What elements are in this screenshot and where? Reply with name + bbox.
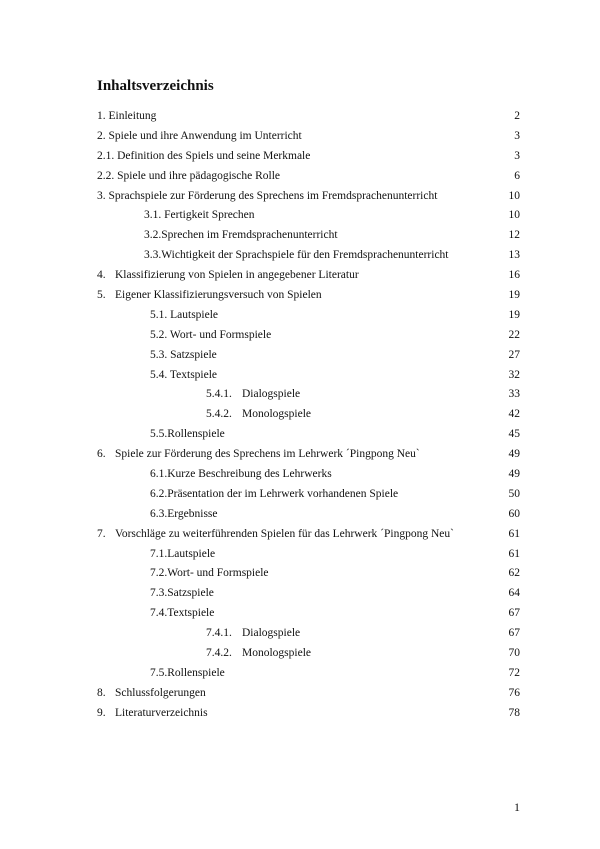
toc-entry-number: 2. xyxy=(97,129,106,142)
toc-entry-number: 6.3. xyxy=(150,507,168,520)
toc-entry-title: Eigener Klassifizierungsversuch von Spielen xyxy=(115,289,322,302)
toc-entry[interactable] xyxy=(0,346,600,366)
toc-entry-number: 5.3. xyxy=(150,348,168,361)
toc-entry-title: Präsentation der im Lehrwerk vorhandenen Spiele xyxy=(167,487,399,500)
toc-entry-number: 7.3. xyxy=(150,587,168,600)
toc-entry[interactable] xyxy=(0,704,600,724)
toc-entry[interactable] xyxy=(0,505,600,525)
toc-entry-number: 7. xyxy=(97,527,106,540)
toc-entry[interactable] xyxy=(0,485,600,505)
toc-entry[interactable] xyxy=(0,525,600,545)
toc-entry-page: 33 xyxy=(508,388,520,401)
toc-entry-title: Dialogspiele xyxy=(242,388,301,401)
toc-entry-title: Literaturverzeichnis xyxy=(115,706,208,719)
toc-entry-title: Spiele und ihre Anwendung im Unterricht xyxy=(108,129,302,142)
toc-entry-title: Wort- und Formspiele xyxy=(167,567,269,580)
toc-entry[interactable] xyxy=(0,187,600,207)
toc-entry-number: 3.2. xyxy=(144,229,162,242)
toc-entry-page: 27 xyxy=(508,348,520,361)
toc-entry-page: 76 xyxy=(508,686,520,699)
toc-entry-number: 5.1. xyxy=(150,308,168,321)
toc-entry-title: Sprachspiele zur Förderung des Sprechens im Fremdsprachenunterricht xyxy=(108,189,438,202)
toc-entry-page: 49 xyxy=(508,448,520,461)
toc-entry[interactable] xyxy=(0,425,600,445)
toc-entry[interactable] xyxy=(0,445,600,465)
toc-entry-page: 60 xyxy=(508,507,520,520)
toc-entry-page: 16 xyxy=(508,269,520,282)
toc-entry-page: 42 xyxy=(508,408,520,421)
toc-entry-title: Schlussfolgerungen xyxy=(115,686,206,699)
toc-entry-title: Spiele zur Förderung des Sprechens im Lehrwerk ´Pingpong Neu` xyxy=(115,448,420,461)
toc-entry[interactable] xyxy=(0,366,600,386)
toc-entry-number: 6.2. xyxy=(150,487,168,500)
toc-entry-title: Rollenspiele xyxy=(167,428,225,441)
toc-entry-number: 1. xyxy=(97,110,106,122)
toc-entry-page: 3 xyxy=(514,149,520,162)
toc-entry-page: 45 xyxy=(508,428,520,441)
toc-entry-title: Monologspiele xyxy=(242,647,311,660)
toc-entry-number: 5.2. xyxy=(150,328,168,341)
table-of-contents xyxy=(0,107,600,724)
toc-entry-number: 7.2. xyxy=(150,567,168,580)
toc-entry-page: 78 xyxy=(508,706,520,719)
toc-entry-page: 50 xyxy=(508,487,520,500)
toc-entry-page: 61 xyxy=(508,527,520,540)
toc-entry-title: Lautspiele xyxy=(170,308,219,321)
toc-entry-page: 22 xyxy=(508,328,520,341)
toc-entry-page: 6 xyxy=(514,169,520,182)
toc-entry-number: 5.4. xyxy=(150,368,168,381)
toc-entry-number: 9. xyxy=(97,706,106,719)
toc-entry[interactable] xyxy=(0,465,600,485)
toc-entry-number: 7.4. xyxy=(150,607,168,620)
toc-entry-number: 5.4.1. xyxy=(206,388,232,401)
toc-entry[interactable] xyxy=(0,147,600,167)
toc-entry-number: 5.5. xyxy=(150,428,168,441)
toc-entry-page: 3 xyxy=(514,129,520,142)
toc-entry-title: Klassifizierung von Spielen in angegebener Literatur xyxy=(115,269,359,282)
toc-entry-page: 67 xyxy=(508,607,520,620)
toc-entry[interactable] xyxy=(0,167,600,187)
toc-entry-number: 8. xyxy=(97,686,106,699)
toc-entry[interactable] xyxy=(0,127,600,147)
toc-entry[interactable] xyxy=(0,306,600,326)
toc-entry[interactable] xyxy=(0,684,600,704)
toc-entry-page: 10 xyxy=(508,189,520,202)
toc-entry-title: Sprechen im Fremdsprachenunterricht xyxy=(161,229,338,242)
toc-entry-number: 7.4.2. xyxy=(206,647,232,660)
toc-entry-page: 70 xyxy=(508,647,520,660)
toc-entry-title: Wichtigkeit der Sprachspiele für den Fremdsprachenunterricht xyxy=(161,249,449,262)
toc-entry-page: 49 xyxy=(508,468,520,481)
toc-entry-title: Textspiele xyxy=(169,368,218,381)
toc-entry-page: 13 xyxy=(508,249,520,262)
toc-entry-page: 62 xyxy=(508,567,520,580)
toc-entry[interactable] xyxy=(0,206,600,226)
toc-entry[interactable] xyxy=(0,107,600,127)
toc-entry[interactable] xyxy=(0,664,600,684)
toc-entry-title: Definition des Spiels und seine Merkmale xyxy=(117,149,311,162)
toc-entry[interactable] xyxy=(0,604,600,624)
toc-entry-title: Satzspiele xyxy=(167,587,214,600)
toc-entry-title: Dialogspiele xyxy=(242,627,301,640)
toc-entry-number: 3. xyxy=(97,189,106,202)
toc-entry-page: 32 xyxy=(508,368,520,381)
toc-entry[interactable] xyxy=(0,246,600,266)
toc-entry-number: 5.4.2. xyxy=(206,408,232,421)
toc-entry[interactable] xyxy=(0,564,600,584)
toc-entry-number: 2.1. xyxy=(97,149,115,162)
toc-entry[interactable] xyxy=(0,385,600,405)
page-title: Inhaltsverzeichnis xyxy=(97,78,214,94)
toc-entry-page: 12 xyxy=(508,229,520,242)
toc-entry[interactable] xyxy=(0,326,600,346)
toc-entry-number: 2.2. xyxy=(97,169,115,182)
toc-entry[interactable] xyxy=(0,644,600,664)
toc-entry-page: 19 xyxy=(508,289,520,302)
toc-entry-page: 10 xyxy=(508,209,520,222)
toc-entry-title: Monologspiele xyxy=(242,408,311,421)
toc-entry-page: 72 xyxy=(508,666,520,679)
toc-entry-number: 7.1. xyxy=(150,547,168,560)
toc-entry-title: Ergebnisse xyxy=(167,507,218,520)
toc-entry-page: 2 xyxy=(514,110,520,122)
toc-entry-page: 67 xyxy=(508,627,520,640)
toc-entry-title: Fertigkeit Sprechen xyxy=(164,209,255,222)
toc-entry[interactable] xyxy=(0,266,600,286)
toc-entry[interactable] xyxy=(0,624,600,644)
toc-entry[interactable] xyxy=(0,226,600,246)
toc-entry-title: Wort- und Formspiele xyxy=(169,328,272,341)
toc-entry-page: 64 xyxy=(508,587,520,600)
toc-entry-number: 7.5. xyxy=(150,666,168,679)
toc-entry-number: 6. xyxy=(97,448,106,461)
toc-entry-title: Vorschläge zu weiterführenden Spielen für das Lehrwerk ´Pingpong Neu` xyxy=(115,527,454,540)
toc-entry-page: 19 xyxy=(508,308,520,321)
toc-entry-title: Textspiele xyxy=(167,607,215,620)
toc-entry-page: 61 xyxy=(508,547,520,560)
toc-entry-number: 6.1. xyxy=(150,468,168,481)
toc-entry-number: 7.4.1. xyxy=(206,627,232,640)
toc-entry-title: Kurze Beschreibung des Lehrwerks xyxy=(167,468,332,481)
toc-entry[interactable] xyxy=(0,545,600,565)
toc-entry-number: 3.3. xyxy=(144,249,162,262)
toc-entry[interactable] xyxy=(0,584,600,604)
page-number: 1 xyxy=(514,800,520,814)
toc-entry-number: 5. xyxy=(97,289,106,302)
toc-entry-title: Rollenspiele xyxy=(167,666,225,679)
toc-entry-number: 4. xyxy=(97,269,106,282)
toc-entry-number: 3.1. xyxy=(144,209,162,222)
toc-entry[interactable] xyxy=(0,286,600,306)
toc-entry-title: Lautspiele xyxy=(167,547,216,560)
toc-entry-title: Satzspiele xyxy=(170,348,217,361)
toc-entry-title: Einleitung xyxy=(108,110,157,122)
toc-entry-title: Spiele und ihre pädagogische Rolle xyxy=(117,169,281,182)
toc-entry[interactable] xyxy=(0,405,600,425)
